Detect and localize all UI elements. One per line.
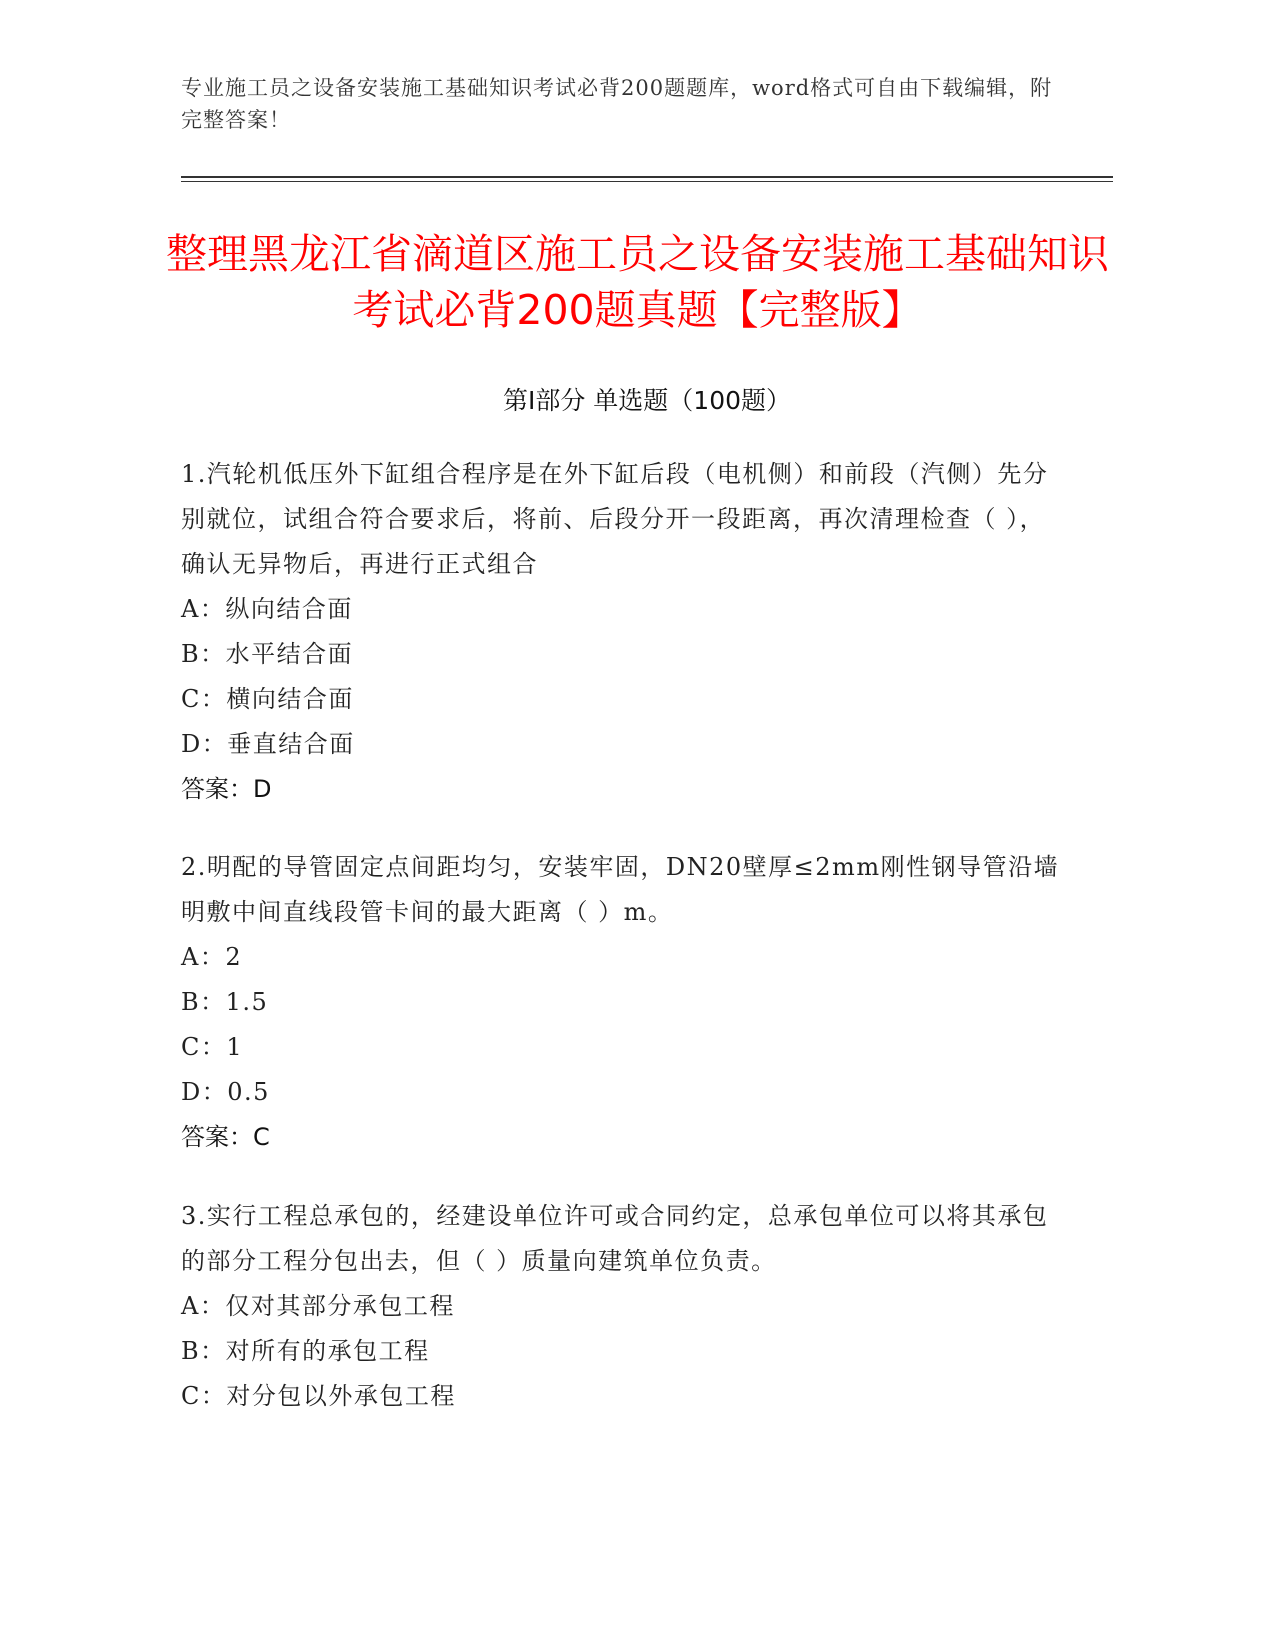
option-a: A：纵向结合面 [181,595,353,623]
question-2 [181,845,1061,1160]
option-c: C：1 [181,1033,244,1061]
document-title: 整理黑龙江省滴道区施工员之设备安装施工基础知识考试必背200题真题【完整版】 [166,230,1109,334]
option-d: D：0.5 [181,1078,270,1106]
answer: 答案：C [181,1123,270,1151]
question-1 [181,452,1061,812]
option-b: B：1.5 [181,988,269,1016]
option-a: A：2 [181,943,243,971]
header-divider-thin [181,181,1113,182]
section-heading: 第Ⅰ部分 单选题（100题） [502,386,792,415]
option-c: C：横向结合面 [181,685,354,713]
question-3 [181,1194,1061,1419]
question-stem: 1.汽轮机低压外下缸组合程序是在外下缸后段（电机侧）和前段（汽侧）先分别就位，试组合符合要求后，将前、后段分开一段距离，再次清理检查（ ），确认无异物后，再进行正式组合 [181,460,1049,578]
question-stem: 2.明配的导管固定点间距均匀，安装牢固，DN20壁厚≤2mm刚性钢导管沿墙明敷中间直线段管卡间的最大距离（ ）m。 [181,853,1060,926]
option-c: C：对分包以外承包工程 [181,1382,456,1410]
question-stem: 3.实行工程总承包的，经建设单位许可或合同约定，总承包单位可以将其承包的部分工程分包出去，但（ ）质量向建筑单位负责。 [181,1202,1049,1275]
option-d: D：垂直结合面 [181,730,355,758]
option-a: A：仅对其部分承包工程 [181,1292,455,1320]
answer: 答案：D [181,775,272,803]
header-note: 专业施工员之设备安装施工基础知识考试必背200题题库，word格式可自由下载编辑，附完整答案！ [181,76,1053,132]
option-b: B：对所有的承包工程 [181,1337,430,1365]
option-b: B：水平结合面 [181,640,354,668]
header-divider [181,176,1113,178]
